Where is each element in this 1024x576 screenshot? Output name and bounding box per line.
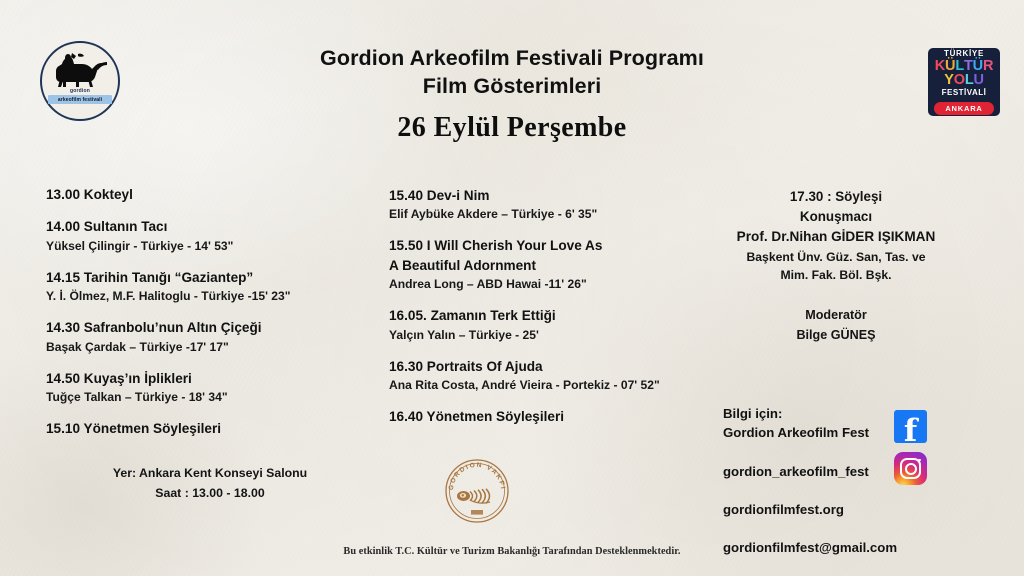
program-date: 26 Eylül Perşembe <box>397 111 627 143</box>
facebook-icon[interactable] <box>894 410 927 443</box>
lion-sphinx-icon <box>50 51 108 91</box>
contact-instagram-handle[interactable]: gordion_arkeofilm_fest <box>723 463 869 479</box>
kyf-festivali-text: FESTİVALİ <box>941 88 987 98</box>
schedule-entry <box>46 217 366 254</box>
contact-email[interactable]: gordionfilmfest@gmail.com <box>723 540 898 556</box>
contact-website[interactable]: gordionfilmfest.org <box>723 501 844 517</box>
venue-place: Yer: Ankara Kent Konseyi Salonu <box>112 466 308 481</box>
schedule-entry <box>389 407 689 426</box>
moderator-name: Bilge GÜNEŞ <box>796 327 876 342</box>
fibula-emblem <box>457 489 490 504</box>
entry-title-continued: A Beautiful Adornment <box>389 257 537 273</box>
entry-title: 15.10 Yönetmen Söyleşileri <box>46 421 222 437</box>
entry-title: 16.05. Zamanın Terk Ettiği <box>389 308 556 324</box>
schedule-column-left <box>46 185 366 503</box>
entry-credits: Y. İ. Ölmez, M.F. Halitoglu - Türkiye -15' 23" <box>46 289 291 304</box>
gordion-vakfi-logo <box>444 458 510 524</box>
entry-title: 14.15 Tarihin Tanığı “Gaziantep” <box>46 269 254 285</box>
kyf-turkiye-text: TÜRKİYE <box>943 49 984 59</box>
schedule-entry <box>46 268 366 305</box>
festival-logo-top-text: gordion <box>69 88 90 94</box>
talk-time: 17.30 : Söyleşi <box>789 189 883 204</box>
venue-block <box>46 464 366 503</box>
title-line-1: Gordion Arkeofilm Festivali Programı <box>320 46 704 70</box>
schedule-entry <box>46 318 366 355</box>
footer <box>0 541 1024 559</box>
title-line-2: Film Gösterimleri <box>422 74 602 99</box>
schedule-column-middle <box>389 186 689 426</box>
gordion-arkeofilm-festival-logo <box>40 41 120 121</box>
entry-credits: Andrea Long – ABD Hawai -11' 26" <box>389 277 587 292</box>
schedule-entry <box>389 236 689 293</box>
schedule-entry <box>46 419 366 438</box>
entry-credits: Yalçın Yalın – Türkiye - 25' <box>389 327 539 342</box>
entry-title: 13.00 Kokteyl <box>46 187 133 202</box>
footer-support-text: Bu etkinlik T.C. Kültür ve Turizm Bakanlığı Tarafından Desteklenmektedir. <box>343 546 681 557</box>
poster-header <box>200 44 824 144</box>
entry-title: 14.00 Sultanın Tacı <box>46 219 168 235</box>
page-title <box>200 44 824 101</box>
instagram-icon[interactable] <box>894 452 927 485</box>
kyf-yolu-text: YOLU <box>944 71 984 88</box>
kyf-ankara-badge: ANKARA <box>934 102 993 115</box>
speaker-name: Prof. Dr.Nihan GİDER IŞIKMAN <box>736 229 936 245</box>
speaker-affiliation-line-1: Başkent Ünv. Güz. San, Tas. ve <box>746 249 926 264</box>
schedule-entry <box>389 186 689 223</box>
entry-credits: Elif Aybüke Akdere – Türkiye - 6' 35" <box>389 207 598 222</box>
schedule-entry <box>389 306 689 343</box>
entry-title: 14.50 Kuyaş’ın İplikleri <box>46 370 192 386</box>
schedule-entry <box>46 185 366 204</box>
entry-credits: Ana Rita Costa, André Vieira - Portekiz - 07' 52" <box>389 378 660 392</box>
entry-credits: Yüksel Çilingir - Türkiye - 14' 53" <box>46 238 234 253</box>
entry-title: 14.30 Safranbolu’nun Altın Çiçeği <box>46 320 262 336</box>
contact-block <box>723 404 923 557</box>
festival-logo-bar-text: arkeofilm festivali <box>57 96 103 103</box>
contact-facebook-handle[interactable]: Gordion Arkeofilm Fest <box>723 425 870 441</box>
schedule-entry <box>389 357 689 394</box>
entry-credits: Tuğçe Talkan – Türkiye - 18' 34" <box>46 390 228 404</box>
instagram-dot-shape <box>918 459 921 462</box>
contact-label: Bilgi için: <box>723 406 783 421</box>
entry-title: 15.50 I Will Cherish Your Love As <box>389 238 603 254</box>
moderator-block <box>700 306 972 345</box>
vakif-logo-text: GORDION VAKFI <box>447 461 507 491</box>
festival-logo-bar <box>48 95 112 104</box>
instagram-lens-shape <box>905 463 917 475</box>
kyf-kultur-text: KÜLTÜR <box>934 57 994 74</box>
entry-credits: Başak Çardak – Türkiye -17' 17" <box>46 339 229 354</box>
entry-title: 15.40 Dev-i Nim <box>389 188 490 203</box>
venue-time: Saat : 13.00 - 18.00 <box>155 485 265 500</box>
talk-column-right <box>700 187 972 345</box>
social-icons <box>894 410 927 485</box>
speaker-affiliation-line-2: Mim. Fak. Böl. Bşk. <box>780 267 892 282</box>
moderator-role-label: Moderatör <box>805 308 867 323</box>
turkiye-kultur-yolu-festivali-logo <box>928 48 1000 116</box>
entry-title: 16.30 Portraits Of Ajuda <box>389 358 543 374</box>
speaker-role-label: Konuşmacı <box>799 209 873 225</box>
schedule-entry <box>46 369 366 406</box>
entry-title: 16.40 Yönetmen Söyleşileri <box>389 409 565 425</box>
